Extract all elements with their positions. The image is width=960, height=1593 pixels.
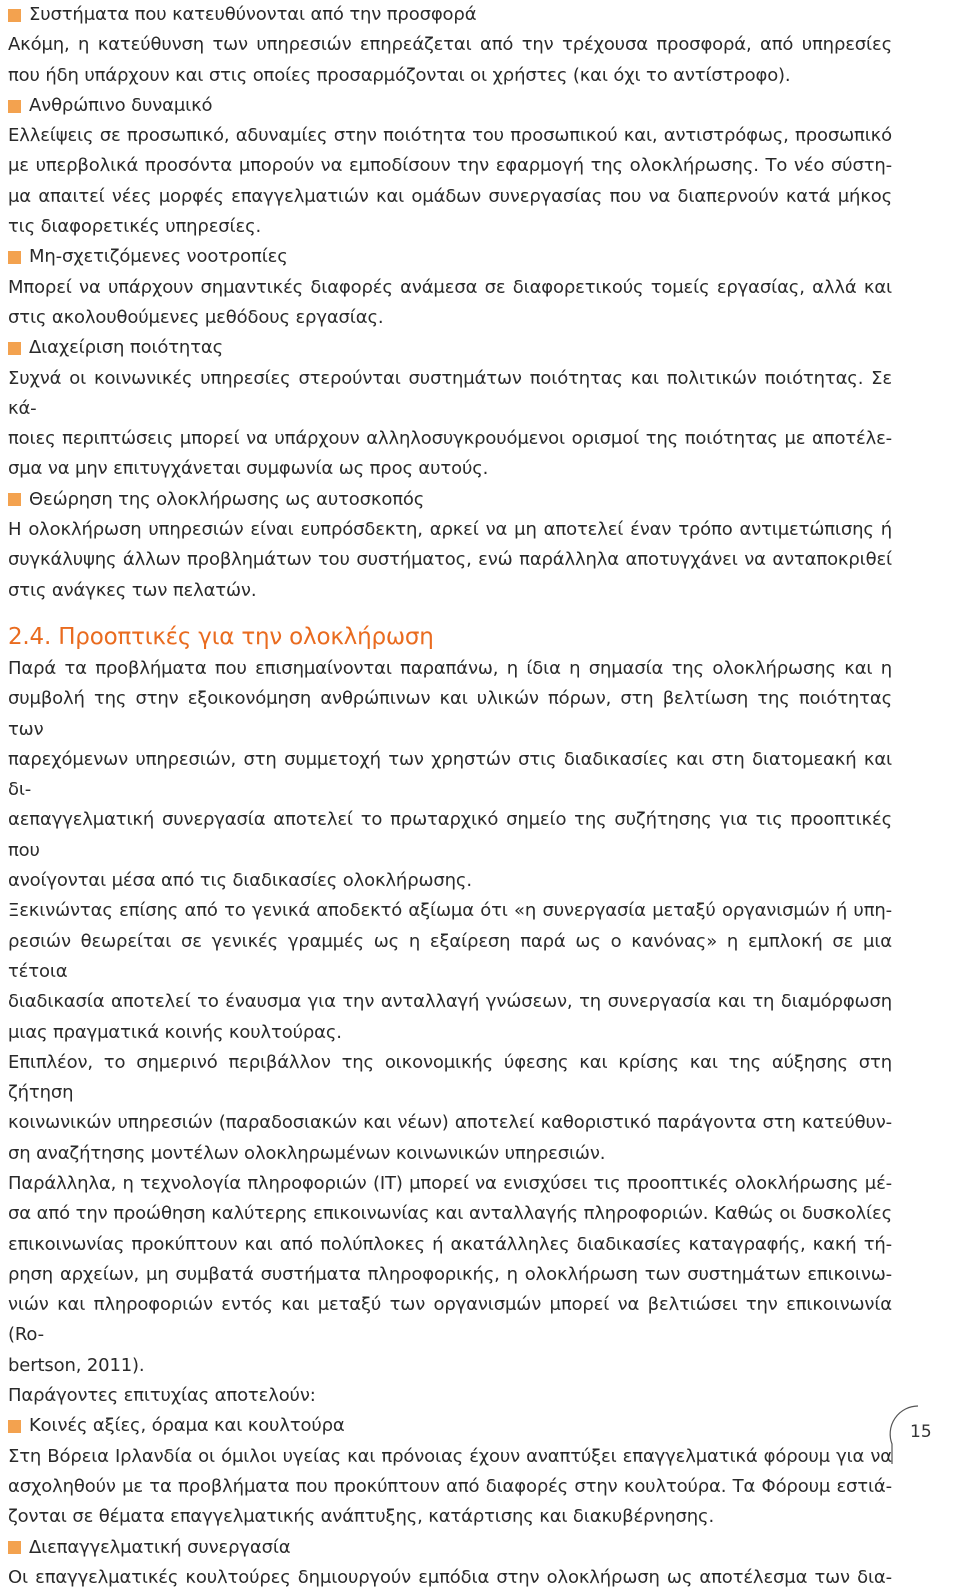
bullet-item [8,1411,892,1441]
square-bullet-icon [8,1420,21,1433]
bullet-item [8,485,892,515]
text-line: Παράγοντες επιτυχίας αποτελούν: [8,1385,316,1407]
text-block-1 [8,0,892,606]
bullet-label: Θεώρηση της ολοκλήρωσης ως αυτοσκοπός [29,488,425,510]
text-line: Οι επαγγελματικές κουλτούρες δημιουργούν εμπόδια στην ολοκλήρωση ως αποτέλεσμα των δια- [8,1566,892,1588]
text-line: παρεχόμενων υπηρεσιών, στη συμμετοχή των χρηστών στις διαδικασίες και στη διατομεακή και δι- [8,748,892,801]
text-line: ζονται σε θέματα επαγγελματικής ανάπτυξης, κατάρτισης και διακυβέρνησης. [8,1506,715,1528]
bullet-item [8,242,892,272]
bullet-item [8,0,892,30]
text-line: Στη Βόρεια Ιρλανδία οι όμιλοι υγείας και πρόνοιας έχουν αναπτύξει επαγγελματικά φόρουμ για να [8,1445,892,1467]
text-line: στις ακολουθούμενες μεθόδους εργασίας. [8,306,384,328]
square-bullet-icon [8,342,21,355]
page-number: 15 [910,1422,932,1442]
page-number-badge [888,1404,960,1464]
text-line: ασχοληθούν με τα προβλήματα που προκύπτουν από διαφορές στην κουλτούρα. Τα Φόρουμ εστιά- [8,1475,892,1497]
section-heading: 2.4. Προοπτικές για την ολοκλήρωση [8,623,434,650]
text-line: τις διαφορετικές υπηρεσίες. [8,216,262,238]
bullet-item [8,1533,892,1563]
text-line: κοινωνικών υπηρεσιών (παραδοσιακών και νέων) αποτελεί καθοριστικό παράγοντα στη κατεύθυν- [8,1112,892,1134]
text-block-2 [8,654,892,1593]
text-line: ποιες περιπτώσεις μπορεί να υπάρχουν αλληλοσυγκρουόμενοι ορισμοί της ποιότητας με αποτέλε- [8,428,892,450]
bullet-label: Διαχείριση ποιότητας [29,337,224,359]
square-bullet-icon [8,251,21,264]
text-line: Επιπλέον, το σημερινό περιβάλλον της οικονομικής ύφεσης και κρίσης και της αύξησης στη ζήτηση [8,1051,892,1104]
text-line: σμα να μην επιτυγχάνεται συμφωνία ως προς αυτούς. [8,458,489,480]
bullet-label: Μη-σχετιζόμενες νοοτροπίες [29,246,288,268]
text-line: ρηση αρχείων, μη συμβατά συστήματα πληροφορικής, η ολοκλήρωση των συστημάτων επικοινω- [8,1263,892,1285]
text-line: μιας πραγματικά κοινής κουλτούρας. [8,1021,342,1043]
bullet-label: Ανθρώπινο δυναμικό [29,94,213,116]
square-bullet-icon [8,493,21,506]
text-line: Ακόμη, η κατεύθυνση των υπηρεσιών επηρεάζεται από την τρέχουσα προσφορά, από υπηρεσίες [8,34,892,56]
text-line: με υπερβολικά προσόντα μπορούν να εμποδίσουν την εφαρμογή της ολοκλήρωσης. Το νέο σύστη- [8,155,892,177]
text-line: Η ολοκλήρωση υπηρεσιών είναι ευπρόσδεκτη, αρκεί να μη αποτελεί έναν τρόπο αντιμετώπισης ή [8,519,892,541]
text-line: διαδικασία αποτελεί το έναυσμα για την ανταλλαγή γνώσεων, τη συνεργασία και τη διαμόρφωση [8,991,892,1013]
text-line: επικοινωνίας προκύπτουν και από πολύπλοκες ή ακατάλληλες διαδικασίες καταγραφής, κακή τή- [8,1233,892,1255]
text-line: ρεσιών θεωρείται σε γενικές γραμμές ως η εξαίρεση παρά ως ο κανόνας» η εμπλοκή σε μια τέτοια [8,930,892,982]
page-body [8,0,892,1593]
text-line: σα από την προώθηση καλύτερης επικοινωνίας και ανταλλαγής πληροφοριών. Καθώς οι δυσκολίες [8,1203,892,1225]
text-line: Συχνά οι κοινωνικές υπηρεσίες στερούνται συστημάτων ποιότητας και πολιτικών ποιότητας. Σε κά- [8,367,892,419]
text-line: μα απαιτεί νέες μορφές επαγγελματιών και ομάδων συνεργασίας που να διαπερνούν κατά μήκος [8,185,892,207]
bullet-label: Συστήματα που κατευθύνονται από την προσφορά [29,4,477,25]
text-line: Παράλληλα, η τεχνολογία πληροφοριών (IT) μπορεί να ενισχύσει τις προοπτικές ολοκλήρωσης μέ- [8,1172,892,1194]
text-line: Ελλείψεις σε προσωπικό, αδυναμίες στην ποιότητα του προσωπικού και, αντιστρόφως, προσωπικό [8,125,892,147]
text-line: συγκάλυψης άλλων προβλημάτων του συστήματος, ενώ παράλληλα αποτυγχάνει να ανταποκριθεί [8,549,892,571]
text-line: ση αναζήτησης μοντέλων ολοκληρωμένων κοινωνικών υπηρεσιών. [8,1142,606,1164]
text-line: στις ανάγκες των πελατών. [8,579,257,601]
text-line: που ήδη υπάρχουν και στις οποίες προσαρμόζονται οι χρήστες (και όχι το αντίστροφο). [8,64,791,86]
text-line: συμβολή της στην εξοικονόμηση ανθρώπινων και υλικών πόρων, στη βελτίωση της ποιότητας των [8,688,892,740]
bullet-item [8,333,892,363]
bullet-item [8,91,892,121]
text-line: Ξεκινώντας επίσης από το γενικά αποδεκτό αξίωμα ότι «η συνεργασία μεταξύ οργανισμών ή υπη- [8,900,892,922]
square-bullet-icon [8,1541,21,1554]
text-line: αεπαγγελματική συνεργασία αποτελεί το πρωταρχικό σημείο της συζήτησης για τις προοπτικές που [8,809,892,861]
bullet-label: Διεπαγγελματική συνεργασία [29,1536,291,1558]
text-line: Παρά τα προβλήματα που επισημαίνονται παραπάνω, η ίδια η σημασία της ολοκλήρωσης και η [8,657,892,679]
text-line: bertson, 2011). [8,1354,145,1376]
text-line: νιών και πληροφοριών εντός και μεταξύ των οργανισμών μπορεί να βελτιώσει την επικοινωνία (Ro- [8,1294,892,1346]
bullet-label: Κοινές αξίες, όραμα και κουλτούρα [29,1415,345,1437]
square-bullet-icon [8,100,21,113]
text-line: ανοίγονται μέσα από τις διαδικασίες ολοκλήρωσης. [8,870,472,892]
text-line: Μπορεί να υπάρχουν σημαντικές διαφορές ανάμεσα σε διαφορετικούς τομείς εργασίας, αλλά και [8,276,892,298]
square-bullet-icon [8,9,21,22]
